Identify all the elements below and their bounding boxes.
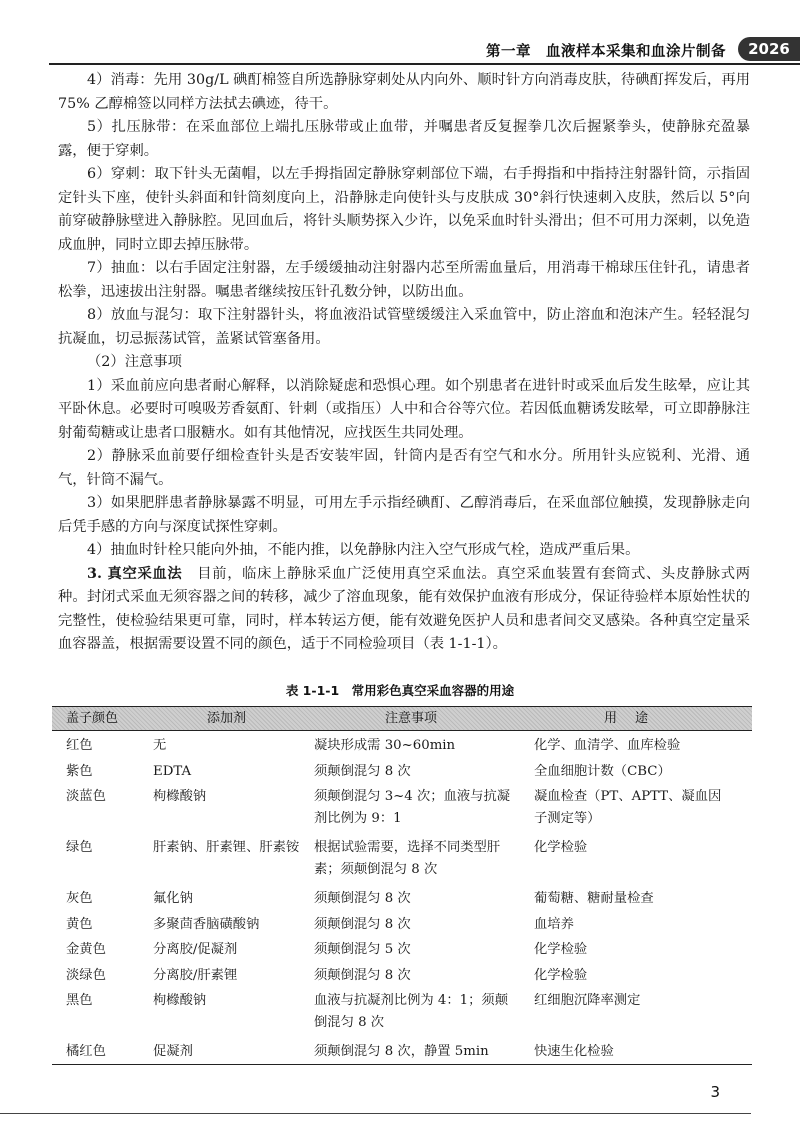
table-cell: 红细胞沉降率测定 (534, 993, 641, 1008)
table-cell: 黑色 (66, 993, 93, 1008)
data-table (52, 706, 752, 1065)
table-cell: 灰色 (66, 891, 93, 906)
table-row (52, 914, 752, 936)
column-header: 注意事项 (384, 711, 437, 726)
table-cell: 淡蓝色 (66, 789, 106, 804)
table-row (52, 786, 752, 829)
table-title: 表 1-1-1 常用彩色真空采血容器的用途 (285, 683, 515, 698)
method-label: 3. 真空采血法 (87, 565, 183, 582)
table-cell: 肝素钠、肝素锂、肝素铵 (153, 840, 300, 855)
table-cell: 分离胶/促凝剂 (153, 942, 238, 957)
table-row (52, 837, 752, 880)
table-cell: 须颠倒混匀 8 次 (314, 763, 411, 779)
chapter-title: 第一章 血液样本采集和血涂片制备 (486, 44, 726, 60)
table-row (52, 990, 752, 1033)
header-divider (49, 63, 800, 65)
table-cell: 须颠倒混匀 5 次 (314, 942, 411, 957)
table-header (52, 706, 752, 731)
table-cell: 化学检验 (534, 942, 588, 957)
paragraph: 4）消毒：先用 30g/L 碘酊棉签自所选静脉穿刺处从内向外、顺时针方向消毒皮肤，待碘酊挥发后，再用 75% 乙醇棉签以同样方法拭去碘迹，待干。 (58, 72, 750, 112)
column-header: 用途 (603, 711, 666, 726)
table-cell: 根据试验需要，选择不同类型肝素；须颠倒混匀 8 次 (314, 840, 501, 877)
table-cell: EDTA (153, 763, 192, 779)
table-cell: 金黄色 (66, 942, 106, 957)
table-cell: 化学、血清学、血库检验 (534, 738, 681, 753)
body-text (58, 69, 750, 657)
table-cell: 凝血检查（PT、APTT、凝血因子测定等） (534, 789, 722, 826)
column-header: 添加剂 (206, 711, 246, 726)
table-cell: 橘红色 (66, 1044, 106, 1059)
table-cell: 血培养 (534, 916, 574, 932)
table-cell: 化学检验 (534, 840, 588, 855)
table-cell: 黄色 (66, 916, 93, 932)
table-bottom-rule (52, 1064, 752, 1065)
table-cell: 淡绿色 (66, 967, 106, 983)
table-row (52, 735, 752, 757)
paragraph: 3. 真空采血法 目前，临床上静脉采血广泛使用真空采血法。真空采血装置有套筒式、头皮静脉式两种。封闭式采血无须容器之间的转移，减少了溶血现象，能有效保护血液有形成分，保证待验样本原始性状的完整性，使检验结果更可靠，同时，样本转运方便，能有效避免医护人员和患者间交叉感染。各种真空定量采血容器盖，根据需要设置不同的颜色，适于不同检验项目（表 1-1-1）。 (58, 565, 750, 652)
table-row (52, 761, 752, 783)
table-cell: 全血细胞计数（CBC） (534, 763, 671, 779)
table-cell: 葡萄糖、糖耐量检查 (534, 891, 654, 906)
table-cell: 须颠倒混匀 3~4 次；血液与抗凝剂比例为 9：1 (314, 789, 511, 826)
paragraph: 5）扎压脉带：在采血部位上端扎压脉带或止血带，并嘱患者反复握拳几次后握紧拳头，使静脉充盈暴露，便于穿刺。 (58, 119, 750, 159)
section-subheading: （2）注意事项 (87, 354, 182, 370)
paragraph: 2）静脉采血前要仔细检查针头是否安装牢固，针筒内是否有空气和水分。所用针头应锐利、光滑、通气，针筒不漏气。 (58, 448, 750, 488)
table-cell: 化学检验 (534, 967, 588, 983)
page-tab: 2026 (738, 37, 800, 61)
table-cell: 须颠倒混匀 8 次 (314, 891, 411, 906)
table-cell: 血液与抗凝剂比例为 4：1；须颠倒混匀 8 次 (314, 993, 509, 1030)
table-row (52, 965, 752, 987)
table-cell: 快速生化检验 (534, 1044, 614, 1059)
table-cell: 红色 (66, 738, 93, 753)
table-row (52, 939, 752, 961)
table-cell: 枸橼酸钠 (153, 789, 207, 804)
paragraph: 3）如果肥胖患者静脉暴露不明显，可用左手示指经碘酊、乙醇消毒后，在采血部位触摸，发现静脉走向后凭手感的方向与深度试探性穿刺。 (58, 495, 750, 535)
paragraph: 8）放血与混匀：取下注射器针头，将血液沿试管壁缓缓注入采血管中，防止溶血和泡沫产生。轻轻混匀抗凝血，切忌振荡试管，盖紧试管塞备用。 (58, 307, 750, 347)
table-cell: 绿色 (66, 840, 93, 855)
table-cell: 凝块形成需 30~60min (314, 738, 456, 753)
page-header (0, 0, 800, 60)
table-cell: 须颠倒混匀 8 次，静置 5min (314, 1044, 489, 1059)
table-cell: 须颠倒混匀 8 次 (314, 916, 411, 932)
paragraph: 6）穿刺：取下针头无菌帽，以左手拇指固定静脉穿刺部位下端，右手拇指和中指持注射器针筒，示指固定针头下座，使针头斜面和针筒刻度向上，沿静脉走向使针头与皮肤成 30°斜行快速刺入皮肤，然后以 5°向前穿破静脉壁进入静脉腔。见回血后，将针头顺势探入少许，以免采血时针头滑出；但不可用力深刺，以免造成血肿，同时立即去掉压脉带。 (58, 166, 750, 253)
table-cell: 无 (153, 738, 167, 753)
table-cell: 多聚茴香脑磺酸钠 (153, 916, 260, 932)
table-row (52, 1041, 752, 1063)
column-header: 盖子颜色 (66, 711, 119, 726)
page-number: 3 (710, 1083, 720, 1101)
paragraph: 4）抽血时针栓只能向外抽，不能内推，以免静脉内注入空气形成气栓，造成严重后果。 (87, 542, 640, 558)
table-cell: 氟化钠 (153, 891, 193, 906)
footer-divider (0, 1113, 751, 1114)
table-cell: 枸橼酸钠 (153, 993, 207, 1008)
table-cell: 紫色 (66, 763, 93, 779)
paragraph: 7）抽血：以右手固定注射器，左手缓缓抽动注射器内芯至所需血量后，用消毒干棉球压住针孔，请患者松拳，迅速拔出注射器。嘱患者继续按压针孔数分钟，以防出血。 (58, 260, 750, 300)
table-cell: 促凝剂 (153, 1044, 193, 1059)
table-cell: 须颠倒混匀 8 次 (314, 967, 411, 983)
paragraph: 1）采血前应向患者耐心解释，以消除疑虑和恐惧心理。如个别患者在进针时或采血后发生眩晕，应让其平卧休息。必要时可嗅吸芳香氨酊、针刺（或指压）人中和合谷等穴位。若因低血糖诱发眩晕，可立即静脉注射葡萄糖或让患者口服糖水。如有其他情况，应找医生共同处理。 (58, 377, 750, 441)
table-row (52, 888, 752, 910)
table-cell: 分离胶/肝素锂 (153, 967, 238, 983)
